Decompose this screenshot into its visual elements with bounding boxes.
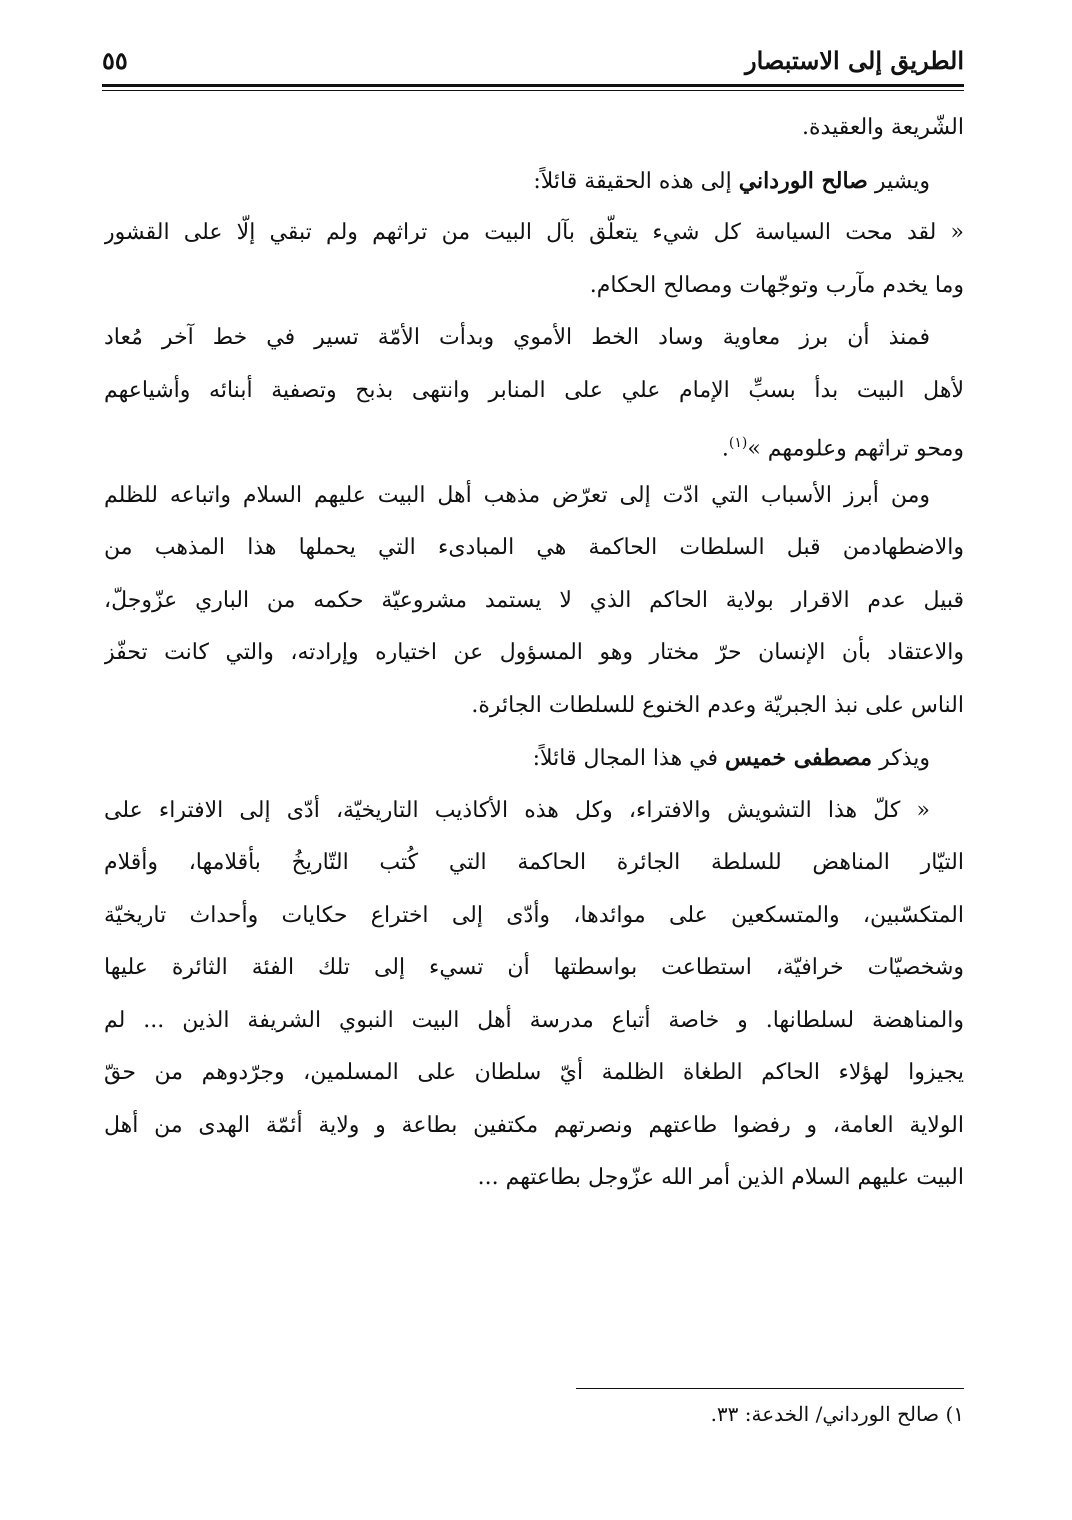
text-line: ويذكر مصطفى خميس في هذا المجال قائلاً: xyxy=(532,745,930,771)
text-line: البيت عليهم السلام الذين أمر الله عزّوجل بطاعتهم ... xyxy=(477,1165,964,1190)
footnote-ref: (١) xyxy=(728,435,748,451)
text-line: يجيزوا لهؤلاء الحاكم الطغاة الظلمة أيّ سلطان على المسلمين، وجرّدوهم من حقّ xyxy=(104,1060,964,1085)
page-header xyxy=(102,40,964,80)
text-line: ومن أبرز الأسباب التي ادّت إلى تعرّض مذهب أهل البيت عليهم السلام واتباعه للظلم xyxy=(104,482,930,508)
text-line: ويشير صالح الورداني إلى هذه الحقيقة قائلاً: xyxy=(533,167,930,194)
text-line: ومحو تراثهم وعلومهم »$^{(١)}$. xyxy=(721,435,964,462)
body-text xyxy=(104,102,964,1205)
page-number: ٥٥ xyxy=(102,45,128,75)
text-line: وشخصيّات خرافيّة، استطاعت بواسطتها أن تسيء إلى تلك الفئة الثائرة عليها xyxy=(104,955,964,980)
text-line: الناس على نبذ الجبريّة وعدم الخنوع للسلطات الجائرة. xyxy=(471,692,964,718)
text-line: التيّار المناهض للسلطة الجائرة الحاكمة التي كُتب التّاريخُ بأقلامها، وأقلام xyxy=(104,850,964,875)
footnote: ١) صالح الورداني/ الخدعة: ٣٣. xyxy=(710,1402,964,1426)
text-line: الشّريعة والعقيدة. xyxy=(802,115,964,140)
text-line: فمنذ أن برز معاوية وساد الخط الأموي وبدأت الأمّة تسير في خط آخر مُعاد xyxy=(104,325,930,350)
text-line: والاضطهادمن قبل السلطات الحاكمة هي المبادىء التي يحملها هذا المذهب من xyxy=(104,535,964,560)
footnote-rule xyxy=(576,1388,964,1389)
text-line: « كلّ هذا التشويش والافتراء، وكل هذه الأكاذيب التاريخيّة، أدّى إلى الافتراء على xyxy=(104,797,930,823)
header-rule-thin xyxy=(102,90,964,91)
text-line: والاعتقاد بأن الإنسان حرّ مختار وهو المسؤول عن اختياره وإرادته، والتي كانت تحفّز xyxy=(104,640,964,665)
author-name: مصطفى خميس xyxy=(725,745,873,771)
text-line: المتكسّبين، والمتسكعين على موائدها، وأدّى إلى اختراع حكايات وأحداث تاريخيّة xyxy=(104,902,964,928)
text-line: لأهل البيت بدأ بسبِّ الإمام علي على المنابر وانتهى بذبح وتصفية أبنائه وأشياعهم xyxy=(104,377,964,403)
text-line: « لقد محت السياسة كل شيء يتعلّق بآل البيت من تراثهم ولم تبقي إلّا على القشور xyxy=(104,220,964,245)
text-line: قبيل عدم الاقرار بولاية الحاكم الذي لا يستمد مشروعيّة حكمه من الباري عزّوجلّ، xyxy=(104,587,964,613)
text-line: والمناهضة لسلطانها. و خاصة أتباع مدرسة أهل البيت النبوي الشريفة الذين ... لم xyxy=(104,1007,964,1033)
author-name: صالح الورداني xyxy=(738,167,868,194)
running-title: الطريق إلى الاستبصار xyxy=(745,45,964,75)
header-rule-thick xyxy=(102,84,964,87)
text-line: الولاية العامة، و رفضوا طاعتهم ونصرتهم مكتفين بطاعة و ولاية أئمّة الهدى من أهل xyxy=(104,1112,964,1138)
text-line: وما يخدم مآرب وتوجّهات ومصالح الحكام. xyxy=(589,272,964,298)
